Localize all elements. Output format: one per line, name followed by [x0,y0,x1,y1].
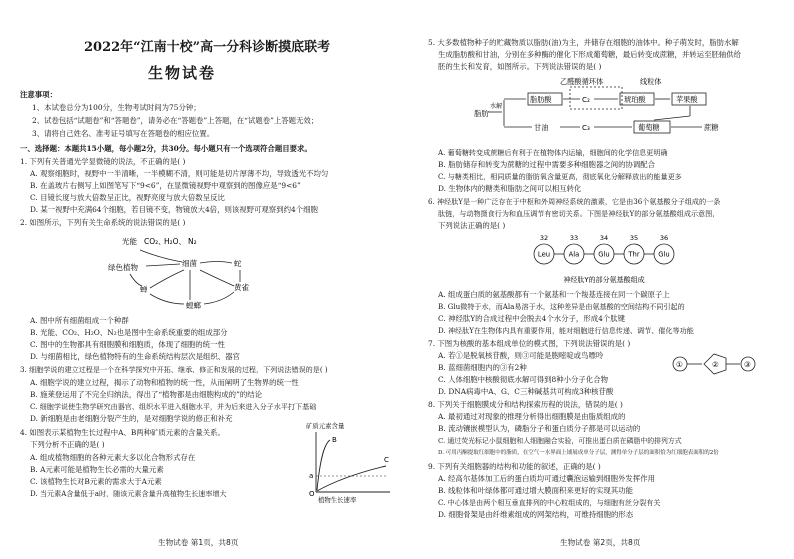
q2-option-a: A. 图中所有细菌组成一个种群 [30,316,129,325]
residue-number: 35 [629,234,639,242]
diagram-label-h2o: H₂O、 [164,237,187,246]
diagram-arc-cicada-mantis [150,294,184,304]
diagram-oxaloacetate: 苹果酸 [676,95,698,104]
diagram-fat: 脂肪 [474,109,489,118]
q5-stem: 5. 大多数植物种子的贮藏物质以脂肪(油)为主，并储存在细胞的油体中。种子萌发时，脂肪水解 [428,38,739,47]
q6-option-b: B. Glu微特于水，而Ala易溶于水，这种差异是由氨基酸的空间结构不同引起的 [438,302,685,311]
residue-number: 33 [569,234,579,242]
q3-option-d: D. 新细胞是由老细胞分裂产生的，是对细胞学说的修正和补充 [30,414,233,423]
notes-label: 注意事项： [20,90,57,99]
residue-number: 32 [539,234,549,242]
diagram-sucrose: 蔗糖 [704,123,719,132]
residue-label: Leu [537,250,551,259]
q7-option-c: C. 人体细胞中核酸彻底水解可得到8种小分子化合物 [438,375,608,384]
q9-stem: 9. 下列有关细胞器的结构和功能的叙述，正确的是( ) [428,462,601,471]
q7-option-b: B. 蓝细菌细胞内的③有2种 [438,363,527,372]
origin-label: O [309,490,315,498]
diagram-label-light: 光能 [122,237,137,246]
food-web-diagram [100,232,300,314]
q1-option-b: B. 在盖玻片右侧写上如图笔写下“9<6”，在显微镜视野中观察到的图像应是“9<6” [30,181,301,190]
diagram-label-co2: CO₂、 [144,237,166,246]
q5-stem-2: 生成脂肪酸和甘油，分别在多种酶的催化下形成葡萄糖，最后转变成蔗糖，并转运至胚轴供给 [438,50,742,59]
q3-option-c: C. 细胞学说使生物学研究由器官、组织水平进入细胞水平，并为后来进入分子水平打下基础 [30,402,317,411]
q9-option-d: D. 细胞骨架是由纤维素组成的网架结构，可维持细胞的形态 [438,510,634,519]
q6-option-c: C. 神经肽Y的合成过程中会脱去4个水分子，形成4个肽键 [438,314,625,323]
q9-option-c: C. 中心体是由两个相互垂直排列的中心粒组成的，与细胞有丝分裂有关 [438,498,661,507]
q5-option-c: C. 与糖类相比，相同质量的脂肪氧含量更高，彻底氧化分解释放出的能量更多 [438,172,682,181]
residue-label: Ala [568,250,580,259]
q6-stem-3: 下列说法正确的是( ) [438,221,506,230]
diagram-glycerol: 甘油 [534,123,549,132]
q4-option-c: C. 该植物生长对B元素的需求大于A元素 [30,477,162,486]
q7-stem: 7. 下图为核酸的基本组成单位的模式图，下列说法错误的是( ) [428,339,631,348]
diagram-glyoxysome-boundary [570,87,622,109]
diagram-glyoxysome: 乙醛酸循环体 [560,77,604,86]
q3-stem: 3. 细胞学说的建立过程是一个在科学探究中开拓、继承、修正和发展的过程，下列说法错误的是( ) [20,365,328,374]
page-footer-right: 生物试卷 第2页，共8页 [560,538,641,547]
diagram-c3: C₃ [582,123,590,132]
q1-option-d: D. 某一视野中充满64个细胞，若目镜不变，物镜放大4倍，则该视野可观察到约4个细胞 [30,205,318,214]
point-a-label: a [309,472,314,480]
diagram-succinate: 琥珀酸 [624,95,646,104]
q5-option-d: D. 生物体内的糖类和脂肪之间可以相互转化 [438,184,582,193]
diagram-hydrolysis: 水解 [490,103,503,110]
diagram-arc-bacteria-snake [200,262,232,264]
q2-option-d: D. 与细菌相比，绿色植物特有的生命系统结构层次是组织、器官 [30,352,240,361]
diagram-arc-plant-bacteria [146,264,180,266]
diagram-label-bird: 黄雀 [234,283,249,292]
q4-option-b: B. A元素可能是植物生长必需的大量元素 [30,465,164,474]
diagram-label-cicada: 蝉 [140,285,148,294]
fat-conversion-diagram [470,74,750,146]
note-item: 2、试卷包括“试题卷”和“答题卷”，请务必在“答题卷”上答题，在“试题卷”上答题无效； [32,116,319,125]
q8-option-b: B. 流动镶嵌模型认为，磷脂分子和蛋白质分子都是可以运动的 [438,424,641,433]
q3-option-b: B. 施莱登运用了不完全归纳法，得出了“植物都是由细胞构成的”的结论 [30,390,263,399]
residue-label: Glu [598,250,610,259]
mineral-chart [298,420,398,504]
label-p3: ③ [744,360,751,369]
note-item: 3、请将自己姓名、准考证号填写在答题卷的相应位置。 [32,129,215,138]
q5-option-a: A. 葡萄糖转变成蔗糖后有利于在植物体内运输，细胞间的化学信息更明确 [438,148,668,157]
diagram-fatty-acid: 脂肪酸 [530,95,552,104]
curve-b-label: B [332,436,337,444]
diagram-label-bacteria: 细菌 [182,259,197,268]
diagram-label-n2: N₂ [188,237,197,246]
note-item: 1、本试卷总分为100分，生物考试时间为75分钟； [32,103,201,112]
diagram-label-snake: 蛇 [234,259,242,268]
page-footer-left: 生物试卷 第1页，共8页 [158,538,239,547]
q9-option-b: B. 线粒体和叶绿体都可通过增大膜面积来更好的实现其功能 [438,486,633,495]
q8-stem: 8. 下列关于细胞膜成分和结构探索历程的说法，错误的是( ) [428,400,623,409]
q9-option-a: A. 经高尔基体加工后的蛋白质均可通过囊泡运输到细胞外发挥作用 [438,474,655,483]
curve-b [317,440,330,490]
q4-option-a: A. 组成植物细胞的各种元素大多以化合物形式存在 [30,453,196,462]
q6-stem: 6. 神经肽Y是一种广泛存在于中枢和外周神经系统的激素，它是由36个氨基酸分子组成的一条 [428,197,721,206]
curve-c-label: C [384,456,389,464]
q5-stem-3: 胚的生长和发育，如图所示。下列说法错误的是( ) [438,62,602,71]
curve-c [317,466,386,491]
q3-option-a: A. 细胞学说的建立过程，揭示了动物和植物的统一性，从而阐明了生物界的统一性 [30,378,299,387]
exam-title: 2022年“江南十校”高一分科诊断摸底联考 [84,40,331,55]
q8-option-a: A. 最初通过对现象的推理分析得出细胞膜是由脂质组成的 [438,412,626,421]
residue-label: Glu [658,250,670,259]
diagram-arc-mantis-bird [204,292,234,304]
nucleotide-diagram [668,340,768,388]
q5-option-b: B. 脂肪储存和转变为蔗糖的过程中需要多种细胞器之间的协调配合 [438,160,656,169]
right-page [400,0,794,559]
residue-number: 36 [659,234,669,242]
label-p1: ① [676,360,683,369]
q6-stem-2: 肽链，与动物摄食行为和血压调节有密切关系。下图是神经肽Y的部分氨基酸组成示意图， [438,209,720,218]
residue-label: Thr [628,250,640,259]
chart-ylabel: 矿质元素含量 [306,422,345,430]
peptide-caption: 神经肽Y的部分氨基酸组成 [563,276,645,284]
diagram-label-plant: 绿色植物 [108,263,138,272]
diagram-mitochondria: 线粒体 [640,77,662,86]
diagram-arc-cicada-bacteria [150,270,184,288]
q8-option-d: D. 可用丙酮提取红细胞中的脂质，在空气一水界面上铺展成单分子层，测得单分子层的面积恰为红细胞表面积的2倍 [438,450,719,456]
subject-title: 生物试卷 [148,64,217,82]
q4-stem: 4. 如图表示某植物生长过程中A、B两种矿质元素的含量关系。 [20,428,225,437]
q1-option-a: A. 观察细胞时，视野中一半清晰，一半模糊不清，则可能是切片厚薄不均，导致透光不均匀 [30,169,329,178]
q1-option-c: C. 目镜长度与放大倍数呈正比，视野亮度与放大倍数呈反比 [30,193,225,202]
diagram-arrow-oxa-left [654,116,690,120]
label-p2: ② [712,360,719,369]
chart-xlabel: 植物生长速率 [318,496,357,504]
q2-option-b: B. 光能、CO₂、H₂O、N₂也是图中生命系统重要的组成部分 [30,328,228,337]
q6-option-a: A. 组成蛋白质的氨基酸都有一个氨基和一个羧基连接在同一个碳原子上 [438,290,670,299]
diagram-arc-top [140,250,182,262]
q7-option-d: D. DNA病毒中A、G、C三种碱基共可构成3种核苷酸 [438,387,614,396]
residue-number: 34 [599,234,609,242]
diagram-glucose: 葡萄糖 [638,123,660,132]
peptide-diagram [530,232,680,288]
section-heading: 一、选择题：本题共15小题，每小题2分，共30分。每小题只有一个选项符合题目要求。 [20,144,312,153]
q6-option-d: D. 神经肽Y在生物体内具有重要作用，能对细胞进行信息传递、调节、催化等功能 [438,326,694,335]
q7-option-a: A. 若①是脱氧核苷酸，则③可能是胞嘧啶或鸟嘌呤 [438,351,604,360]
diagram-c2: C₂ [582,95,590,104]
q4-stem-2: 下列分析不正确的是( ) [30,440,105,449]
q8-option-c: C. 通过荧光标记小鼠细胞和人细胞融合实验，可推出蛋白质在磷脂中的排列方式 [438,437,682,445]
diagram-arc-bird-bacteria [200,270,234,286]
q1-stem: 1. 下列有关普通光学显微镜的说法，不正确的是( ) [20,157,186,166]
q4-option-d: D. 当元素A含量低于a时，随该元素含量升高植物生长速率增大 [30,489,227,498]
diagram-label-mantis: 螳螂 [186,301,201,310]
q2-stem: 2. 如图所示，下列有关生命系统的说法错误的是( ) [20,218,186,227]
q2-option-c: C. 图中的生物都具有细胞膜和细胞质，体现了细胞的统一性 [30,340,225,349]
